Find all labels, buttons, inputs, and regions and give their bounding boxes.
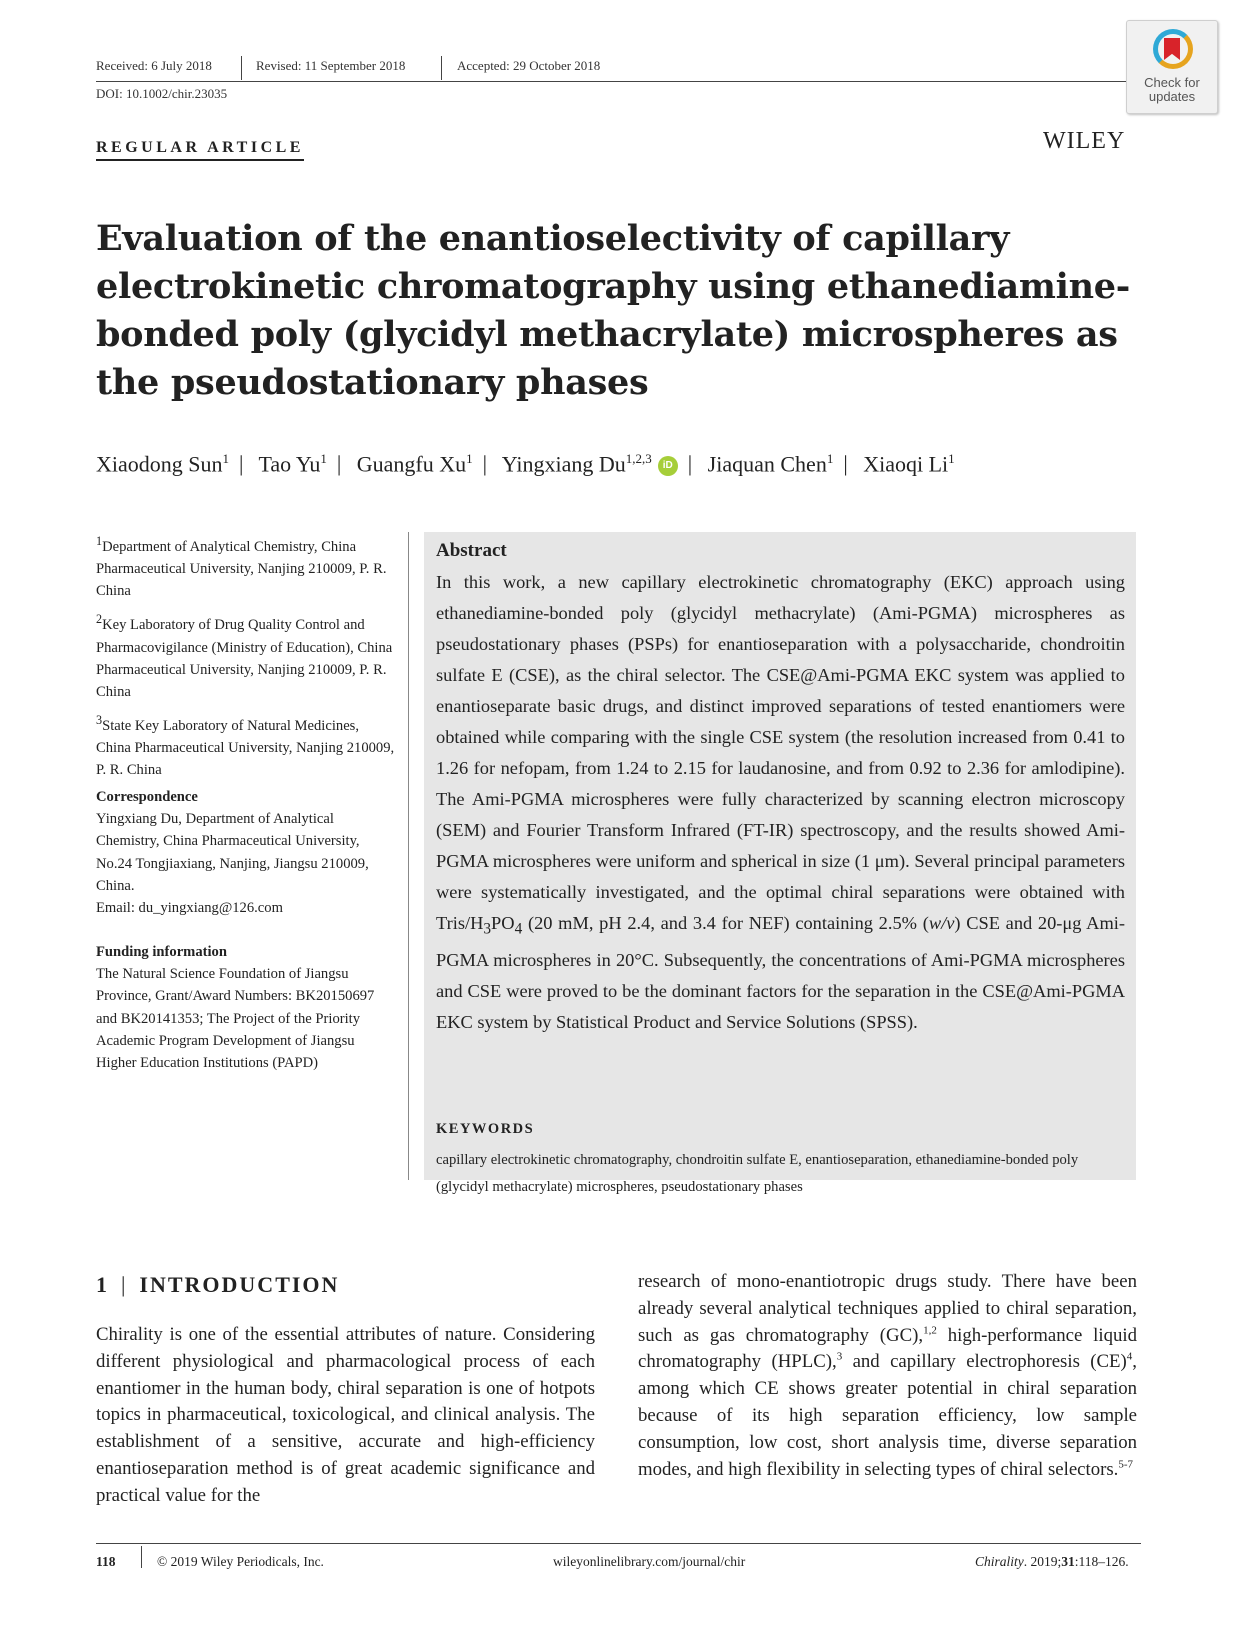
intro-left-column: Chirality is one of the essential attributes of nature. Considering different physiological and pharmacological process of each enantiomer in the human body, chiral separation is one of hotpots topics in pharmaceutical, toxicological, and clinical analysis. The establishment of a sensitive, accurate and high-efficiency enantioseparation method is of great academic significance and practical value for the [96, 1324, 595, 1506]
affiliation-text: Key Laboratory of Drug Quality Control and Pharmacovigilance (Ministry of Education), China Pharmaceutical University, Nanjing 210009, P. R. China [96, 617, 393, 700]
author-name[interactable]: Xiaodong Sun [96, 451, 223, 477]
affiliation-number: 1 [96, 534, 103, 548]
author-affiliation-ref: 1 [320, 451, 327, 466]
keywords-heading: KEYWORDS [436, 1121, 535, 1137]
intro-right-column: research of mono-enantiotropic drugs study. There have been already several analytical techniques applied to chiral separation, such as gas chromatography (GC),$^{1,2}$ high-performance liquid chromatography (HPLC),$^3$ and capillary electrophoresis (CE)$^4$, among which CE shows greater potential in chiral separation because of its high separation efficiency, low sample consumption, low cost, short analysis time, diverse separation modes, and high flexibility in selecting types of chiral selectors.$^{5-7}$ [638, 1271, 1138, 1480]
author-name[interactable]: Tao Yu [258, 451, 321, 477]
funding-heading: Funding information [96, 944, 227, 960]
affiliation-number: 3 [96, 713, 103, 728]
citation-ref[interactable]: 1,2 [923, 1324, 937, 1337]
badge-line-2: updates [1148, 89, 1196, 104]
author-affiliation-ref: 1 [466, 451, 473, 466]
meta-divider [441, 56, 442, 80]
correspondence-heading: Correspondence [96, 789, 198, 805]
affiliations [96, 530, 396, 788]
correspondence-email[interactable]: Email: du_yingxiang@126.com [96, 900, 283, 917]
publisher-logo: WILEY [1043, 128, 1126, 154]
affiliation-item [96, 530, 396, 602]
article-type-label: REGULAR ARTICLE [96, 139, 304, 161]
author-name[interactable]: Jiaquan Chen [707, 451, 827, 477]
correspondence-text: Yingxiang Du, Department of Analytical Chemistry, China Pharmaceutical University, No.24 Tongjiaxiang, Nanjing, Jiangsu 210009, China. [96, 811, 369, 894]
author-affiliation-ref: 1 [948, 451, 955, 466]
citation-ref[interactable]: 3 [836, 1351, 843, 1364]
abstract-heading: Abstract [436, 540, 507, 561]
abstract-divider [408, 532, 409, 1180]
author-affiliation-ref: 1 [222, 451, 229, 466]
author-affiliation-ref: 1,2,3 [625, 451, 652, 466]
author-affiliation-ref: 1 [826, 451, 834, 466]
section-heading: 1 | INTRODUCTION [96, 1272, 340, 1297]
badge-line-1: Check for [1144, 75, 1200, 90]
page-number: 118 [96, 1554, 116, 1569]
check-for-updates-badge[interactable] [1126, 20, 1218, 114]
article-title: Evaluation of the enantioselectivity of capillary electrokinetic chromatography using ethanediamine-bonded poly (glycidyl methacrylate) microspheres as the pseudostationary phases [96, 218, 1130, 403]
author-name[interactable]: Yingxiang Du [501, 451, 626, 477]
affiliation-text: Department of Analytical Chemistry, China Pharmaceutical University, Nanjing 210009, P. R. China [96, 538, 387, 600]
accepted-date: Accepted: 29 October 2018 [457, 58, 601, 73]
author-name[interactable]: Xiaoqi Li [863, 451, 949, 477]
footer-rule [96, 1543, 1141, 1544]
keywords-text: capillary electrokinetic chromatography, chondroitin sulfate E, enantioseparation, ethanediamine-bonded poly (glycidyl methacrylate) microspheres, pseudostationary phases [436, 1152, 1079, 1195]
correspondence [96, 786, 396, 919]
revised-date: Revised: 11 September 2018 [256, 58, 406, 73]
abstract-text: In this work, a new capillary electrokinetic chromatography (EKC) approach using ethanediamine-bonded poly (glycidyl methacrylate) (Ami-PGMA) microspheres as pseudostationary phases (PSPs) for enantioseparation with a polysaccharide, chondroitin sulfate E (CSE), as the chiral selector. The CSE@Ami-PGMA EKC system was applied to enantioseparate basic drugs, and distinct improved separations of tested enantiomers were obtained while comparing with the single CSE system (the resolution increased from 0.41 to 1.26 for nefopam, from 1.24 to 2.15 for laudanosine, and from 0.92 to 2.36 for amlodipine). The Ami-PGMA microspheres were fully characterized by scanning electron microscopy (SEM) and Fourier Transform Infrared (FT-IR) spectroscopy, and the results showed Ami-PGMA microspheres were uniform and spherical in size (1 μm). Several principal parameters were systematically investigated, and the optimal chiral separations were obtained with Tris/$H_3PO_4$ (20 mM, pH 2.4, and 3.4 for NEF) containing 2.5% (w/v) CSE and 20-μg Ami-PGMA microspheres in 20°C. Subsequently, the concentrations of Ami-PGMA microspheres and CSE were proved to be the dominant factors for the separation in the CSE@Ami-PGMA EKC system by Statistical Product and Service Solutions (SPSS). [436, 572, 1126, 1032]
citation: Chirality. 2019;31:118–126. [975, 1554, 1129, 1569]
orcid-icon[interactable]: iD [658, 456, 678, 476]
journal-url[interactable]: wileyonlinelibrary.com/journal/chir [553, 1554, 746, 1569]
affiliation-number: 2 [96, 612, 103, 627]
citation-ref[interactable]: 4 [1126, 1351, 1133, 1364]
funding-text: The Natural Science Foundation of Jiangsu Province, Grant/Award Numbers: BK20150697 and BK20141353; The Project of the Priority Academic Program Development of Jiangsu Higher Education Institutions (PAPD) [96, 966, 375, 1072]
author-name[interactable]: Guangfu Xu [356, 451, 467, 477]
affiliation-item [96, 608, 396, 703]
citation-ref[interactable]: 5-7 [1118, 1458, 1134, 1471]
author-list: Xiaodong Sun$^1$ | Tao Yu$^1$ | Guangfu Xu$^1$ | Yingxiang Du$^{1,2,3}$ iD | Jiaquan Chen$^1$ | Xiaoqi Li$^1$ [96, 451, 955, 477]
copyright: © 2019 Wiley Periodicals, Inc. [157, 1554, 324, 1569]
doi[interactable]: DOI: 10.1002/chir.23035 [96, 86, 228, 101]
footer-divider [141, 1546, 142, 1568]
affiliation-text: State Key Laboratory of Natural Medicines, China Pharmaceutical University, Nanjing 210009, P. R. China [96, 718, 395, 779]
funding [96, 941, 396, 1074]
header-rule [96, 81, 1126, 82]
received-date: Received: 6 July 2018 [96, 58, 212, 73]
affiliation-item [96, 709, 396, 781]
meta-divider [241, 56, 242, 80]
